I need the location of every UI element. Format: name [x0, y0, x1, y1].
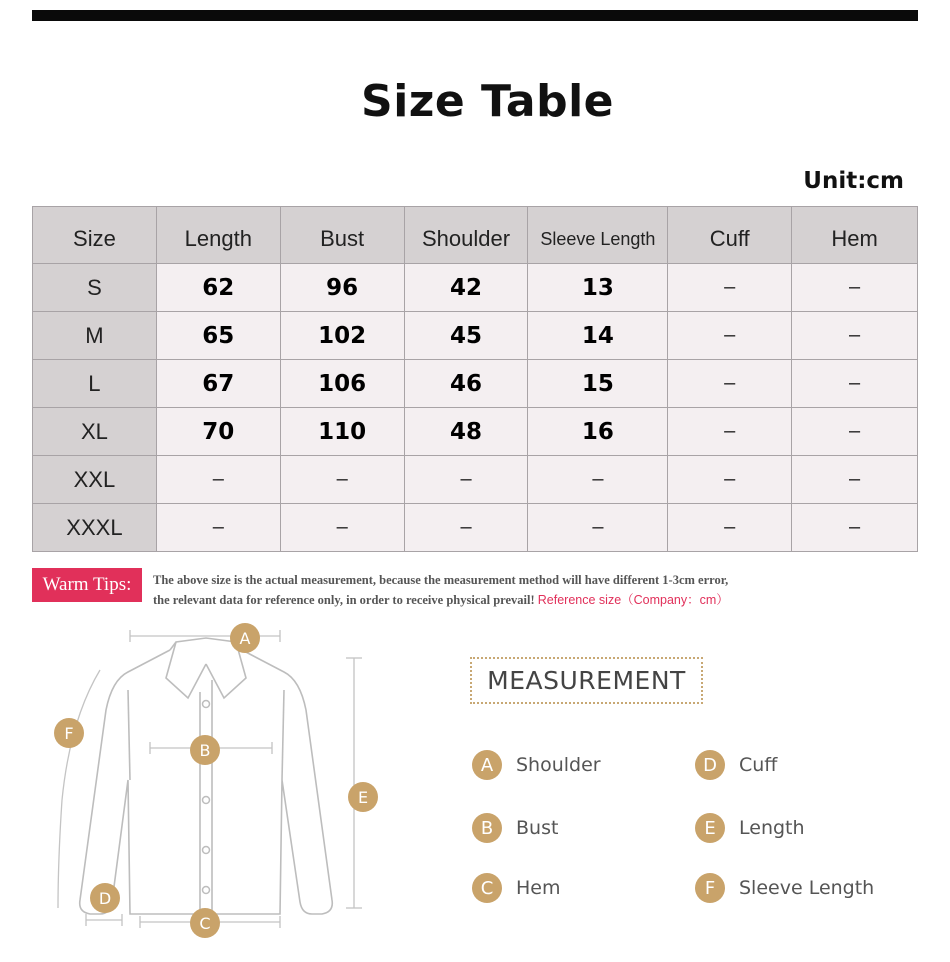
table-row	[33, 504, 918, 552]
top-divider-bar	[32, 10, 918, 21]
size-table	[32, 206, 918, 552]
tips-line-2	[153, 590, 729, 610]
legend-item-bust	[472, 812, 558, 844]
table-cell-empty: –	[280, 504, 404, 552]
table-cell-empty: –	[156, 504, 280, 552]
table-cell-empty: –	[280, 456, 404, 504]
header-length: Length	[156, 207, 280, 264]
table-cell-empty: –	[792, 264, 918, 312]
table-cell-value: 14	[528, 312, 668, 360]
size-cell: XXXL	[33, 504, 157, 552]
table-cell-value: 102	[280, 312, 404, 360]
table-cell-value: 13	[528, 264, 668, 312]
table-cell-value: 96	[280, 264, 404, 312]
legend-letter-d: D	[695, 750, 725, 780]
legend-letter-f: F	[695, 873, 725, 903]
table-cell-value: 110	[280, 408, 404, 456]
shirt-diagram	[30, 620, 390, 950]
legend-label-bust: Bust	[516, 817, 559, 839]
measurement-heading-box	[470, 657, 703, 704]
tips-line-2-text: the relevant data for reference only, in order to receive physical prevail!	[153, 593, 535, 607]
table-cell-empty: –	[156, 456, 280, 504]
legend-item-sleeve-length	[695, 872, 874, 904]
table-cell-empty: –	[404, 504, 528, 552]
marker-f: F	[64, 724, 74, 743]
size-cell: M	[33, 312, 157, 360]
measurement-heading: MEASUREMENT	[487, 666, 686, 695]
legend-letter-a: A	[472, 750, 502, 780]
legend-letter-c: C	[472, 873, 502, 903]
table-cell-empty: –	[668, 360, 792, 408]
table-cell-value: 42	[404, 264, 528, 312]
table-cell-empty: –	[792, 504, 918, 552]
table-cell-empty: –	[792, 360, 918, 408]
marker-c: C	[199, 914, 211, 933]
table-cell-empty: –	[792, 312, 918, 360]
table-cell-empty: –	[792, 408, 918, 456]
legend-label-hem: Hem	[516, 877, 561, 899]
legend-label-shoulder: Shoulder	[516, 754, 601, 776]
legend-label-sleeve-length: Sleeve Length	[739, 877, 875, 899]
size-cell: S	[33, 264, 157, 312]
table-cell-empty: –	[528, 504, 668, 552]
legend-item-length	[695, 812, 805, 844]
legend-label-cuff: Cuff	[739, 754, 778, 776]
tips-line-1: The above size is the actual measurement, because the measurement method will have different 1-3cm error,	[153, 573, 729, 587]
legend-item-shoulder	[472, 749, 601, 781]
table-cell-value: 106	[280, 360, 404, 408]
table-cell-empty: –	[528, 456, 668, 504]
tips-reference: Reference size（Company：cm）	[537, 593, 729, 607]
table-cell-empty: –	[792, 456, 918, 504]
legend-letter-b: B	[472, 813, 502, 843]
marker-d: D	[98, 889, 112, 908]
page-title: Size Table	[361, 76, 614, 127]
table-row	[33, 360, 918, 408]
size-cell: XXL	[33, 456, 157, 504]
marker-e: E	[357, 788, 369, 807]
size-cell: L	[33, 360, 157, 408]
table-row	[33, 312, 918, 360]
table-cell-value: 48	[404, 408, 528, 456]
table-cell-empty: –	[668, 264, 792, 312]
size-cell: XL	[33, 408, 157, 456]
table-cell-value: 70	[156, 408, 280, 456]
header-hem: Hem	[792, 207, 918, 264]
table-cell-value: 65	[156, 312, 280, 360]
table-cell-value: 46	[404, 360, 528, 408]
unit-label: Unit:cm	[803, 168, 904, 194]
marker-b: B	[199, 741, 211, 760]
warm-tips-text	[153, 570, 729, 610]
legend-item-hem	[472, 872, 561, 904]
table-row	[33, 456, 918, 504]
table-cell-value: 62	[156, 264, 280, 312]
header-shoulder: Shoulder	[404, 207, 528, 264]
table-cell-empty: –	[668, 456, 792, 504]
table-cell-empty: –	[668, 312, 792, 360]
legend-letter-e: E	[695, 813, 725, 843]
warm-tips-badge: Warm Tips:	[32, 568, 142, 602]
table-row	[33, 408, 918, 456]
table-cell-value: 67	[156, 360, 280, 408]
marker-a: A	[239, 629, 251, 648]
table-cell-value: 15	[528, 360, 668, 408]
table-cell-empty: –	[668, 408, 792, 456]
legend-item-cuff	[695, 749, 777, 781]
table-cell-empty: –	[668, 504, 792, 552]
table-cell-value: 45	[404, 312, 528, 360]
header-sleeve-length: Sleeve Length	[528, 207, 668, 264]
header-bust: Bust	[280, 207, 404, 264]
header-cuff: Cuff	[668, 207, 792, 264]
header-size: Size	[33, 207, 157, 264]
table-cell-empty: –	[404, 456, 528, 504]
table-cell-value: 16	[528, 408, 668, 456]
legend-label-length: Length	[739, 817, 805, 839]
table-header-row	[33, 207, 918, 264]
table-row	[33, 264, 918, 312]
